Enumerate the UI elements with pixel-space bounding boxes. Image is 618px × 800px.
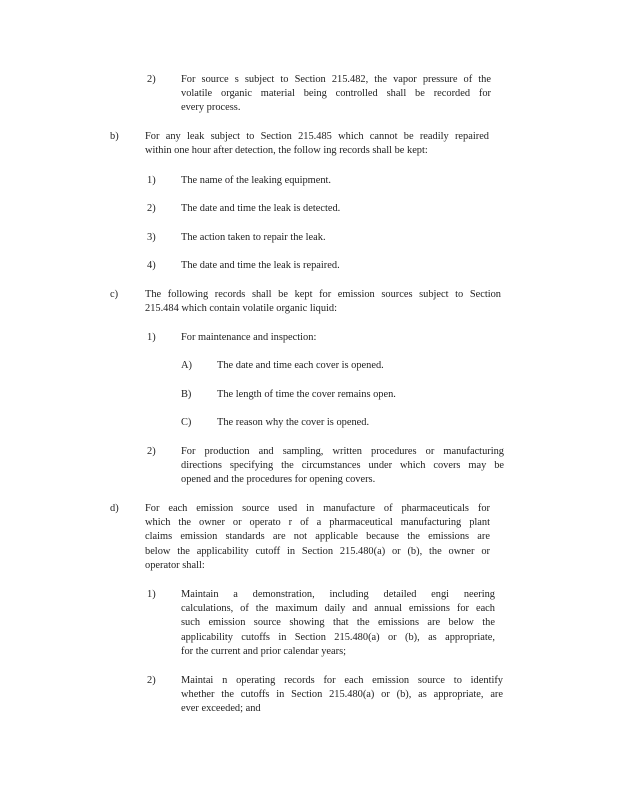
text-line: whether the cutoffs in Section 215.480(a) or (b), as appropriate, are xyxy=(181,689,503,701)
paragraph-text xyxy=(181,73,491,116)
list-marker: 1) xyxy=(147,589,156,600)
text-line: operator shall: xyxy=(145,559,205,571)
paragraph-text xyxy=(217,416,477,430)
paragraph-text xyxy=(217,359,477,373)
list-marker: 2) xyxy=(147,74,156,85)
text-line: for the current and prior calendar years; xyxy=(181,645,347,657)
text-line: For production and sampling, written procedures or manufacturing xyxy=(181,446,504,457)
paragraph-text xyxy=(181,674,503,717)
paragraph-text xyxy=(145,502,490,573)
text-line: Maintai n operating records for each emission source to identify xyxy=(181,675,503,686)
list-marker: 3) xyxy=(147,232,156,243)
list-marker: C) xyxy=(181,417,192,428)
text-line: The action taken to repair the leak. xyxy=(181,232,326,243)
text-line: The following records shall be kept for emission sources subject to Section xyxy=(145,289,501,300)
text-line: ever exceeded; and xyxy=(181,703,261,715)
text-line: such emission source showing that the emissions are below the xyxy=(181,617,495,629)
text-line: The date and time each cover is opened. xyxy=(217,360,384,371)
text-line: every process. xyxy=(181,102,241,114)
text-line: For maintenance and inspection: xyxy=(181,332,317,343)
text-line: calculations, of the maximum daily and annual emissions for each xyxy=(181,603,495,615)
paragraph-text xyxy=(181,174,481,188)
list-marker: 4) xyxy=(147,260,156,271)
list-marker: 2) xyxy=(147,446,156,457)
list-marker: b) xyxy=(110,131,119,142)
text-line: 215.484 which contain volatile organic liquid: xyxy=(145,303,337,315)
text-line: The date and time the leak is repaired. xyxy=(181,260,340,271)
list-marker: 1) xyxy=(147,332,156,343)
text-line: Maintain a demonstration, including detailed engi neering xyxy=(181,589,495,600)
text-line: opened and the procedures for opening covers. xyxy=(181,474,376,486)
text-line: The name of the leaking equipment. xyxy=(181,175,332,186)
text-line: The date and time the leak is detected. xyxy=(181,203,341,214)
text-line: applicability cutoffs in Section 215.480(a) or (b), as appropriate, xyxy=(181,631,495,643)
list-marker: d) xyxy=(110,503,119,514)
paragraph-text xyxy=(217,388,477,402)
text-line: below the applicability cutoff in Section 215.480(a) or (b), the owner or xyxy=(145,545,490,557)
text-line: For each emission source used in manufacture of pharmaceuticals for xyxy=(145,503,490,514)
list-marker: 2) xyxy=(147,675,156,686)
text-line: which the owner or operato r of a pharmaceutical manufacturing plant xyxy=(145,517,490,529)
list-marker: c) xyxy=(110,289,119,300)
paragraph-text xyxy=(181,231,481,245)
paragraph-text xyxy=(145,288,501,316)
text-line: For source s subject to Section 215.482, the vapor pressure of the xyxy=(181,74,491,85)
text-line: within one hour after detection, the follow ing records shall be kept: xyxy=(145,145,428,157)
text-line: The length of time the cover remains open. xyxy=(217,389,396,400)
paragraph-text xyxy=(181,331,481,345)
text-line: directions specifying the circumstances under which covers may be xyxy=(181,460,504,472)
text-line: For any leak subject to Section 215.485 which cannot be readily repaired xyxy=(145,131,489,142)
text-line: The reason why the cover is opened. xyxy=(217,417,370,428)
paragraph-text xyxy=(181,202,481,216)
paragraph-text xyxy=(181,588,495,659)
paragraph-text xyxy=(181,445,504,488)
text-line: claims emission standards are not applicable because the emissions are xyxy=(145,531,490,543)
list-marker: 2) xyxy=(147,203,156,214)
list-marker: A) xyxy=(181,360,192,371)
paragraph-text xyxy=(181,259,481,273)
list-marker: B) xyxy=(181,389,192,400)
paragraph-text xyxy=(145,130,489,158)
list-marker: 1) xyxy=(147,175,156,186)
text-line: volatile organic material being controlled shall be recorded for xyxy=(181,88,491,100)
